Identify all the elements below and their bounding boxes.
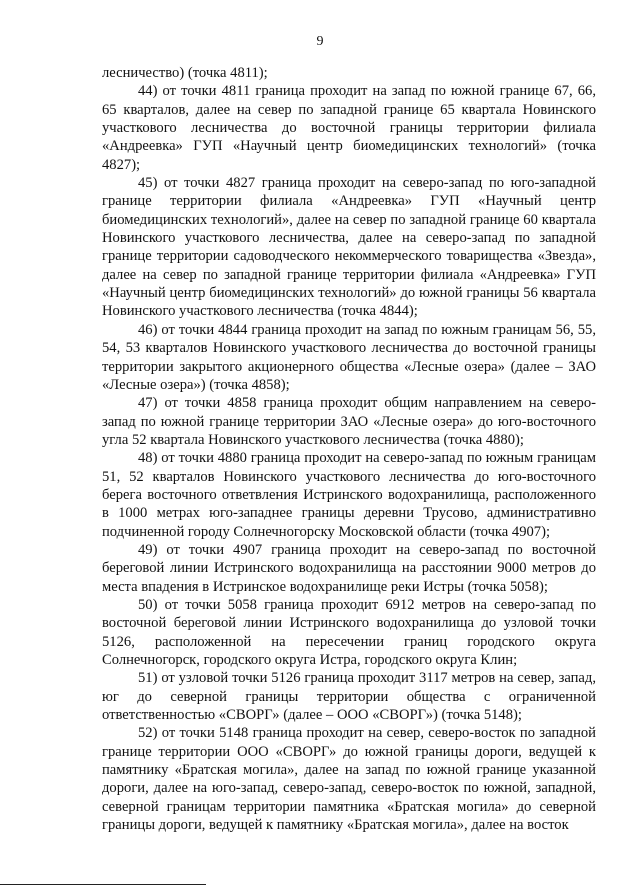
paragraph-item-45: 45) от точки 4827 граница проходит на северо-запад по юго-западной границе территории филиала «Андреевка» ГУП «Научный центр биомедицинских технологий», далее на север по западной границе 60 квартала Новинского участкового лесничества, далее на северо-запад по западной границе территории садоводческого некоммерческого товарищества «Звезда», далее на север по западной границе территории филиала «Андреевка» ГУП «Научный центр биомедицинских технологий» до южной границы 56 квартала Новинского участкового лесничества (точка 4844); (102, 175, 596, 320)
document-body (102, 64, 596, 834)
paragraph-item-50: 50) от точки 5058 граница проходит 6912 метров на северо-запад по восточной береговой линии Истринского водохранилища до узловой точки 5126, расположенной на пересечении границ городского округа Солнечногорск, городского округа Истра, городского округа Клин; (102, 596, 596, 668)
paragraph-item-46: 46) от точки 4844 граница проходит на запад по южным границам 56, 55, 54, 53 кварталов Новинского участкового лесничества до восточной границы территории закрытого акционерного общества «Лесные озера» (далее – ЗАО «Лесные озера») (точка 4858); (102, 321, 596, 393)
paragraph-continuation: лесничество) (точка 4811); (102, 65, 268, 81)
paragraph-item-44: 44) от точки 4811 граница проходит на запад по южной границе 67, 66, 65 кварталов, далее на север по западной границе 65 квартала Новинского участкового лесничества до восточной границы территории филиала «Андреевка» ГУП «Научный центр биомедицинских технологий» (точка 4827); (102, 83, 596, 173)
paragraph-item-52: 52) от точки 5148 граница проходит на север, северо-восток по западной границе территории ООО «СВОРГ» до южной границы дороги, ведущей к памятнику «Братская могила», далее на запад по южной границе указанной дороги, далее на юго-запад, северо-запад, северо-восток по южной, западной, северной границам территории памятника «Братская могила» до северной границы дороги, ведущей к памятнику «Братская могила», далее на восток (102, 725, 596, 834)
page-number: 9 (316, 34, 324, 49)
paragraph-item-47: 47) от точки 4858 граница проходит общим направлением на северо-запад по южной границе территории ЗАО «Лесные озера» до юго-восточного угла 52 квартала Новинского участкового лесничества (точка 4880); (102, 395, 596, 448)
paragraph-item-48: 48) от точки 4880 граница проходит на северо-запад по южным границам 51, 52 кварталов Новинского участкового лесничества до юго-восточного берега восточного ответвления Истринского водохранилища, расположенного в 1000 метрах юго-западнее границы деревни Трусово, административно подчиненной городу Солнечногорску Московской области (точка 4907); (102, 450, 596, 540)
paragraph-item-49: 49) от точки 4907 граница проходит на северо-запад по восточной береговой линии Истринского водохранилища на расстоянии 9000 метров до места впадения в Истринское водохранилище реки Истры (точка 5058); (102, 541, 596, 595)
paragraph-item-51: 51) от узловой точки 5126 граница проходит 3117 метров на север, запад, юг до северной границы территории общества с ограниченной ответственностью «СВОРГ» (далее – ООО «СВОРГ») (точка 5148); (102, 670, 596, 724)
footer-divider (0, 884, 206, 885)
